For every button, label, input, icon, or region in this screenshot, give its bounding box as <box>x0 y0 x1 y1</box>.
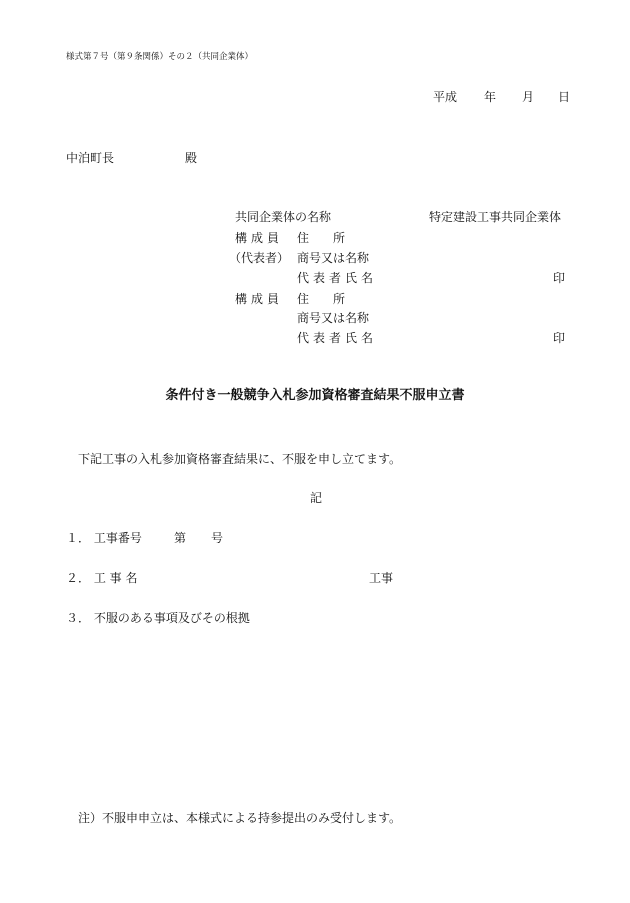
item-1-suffix: 号 <box>211 531 224 545</box>
member1-seal: 印 <box>553 271 566 285</box>
member2-trade-label: 商号又は名称 <box>297 311 370 325</box>
item-1-mid: 第 <box>174 531 187 545</box>
member1-address-label: 住 所 <box>297 231 346 245</box>
member2-seal: 印 <box>553 331 566 345</box>
item-2-number: ２． <box>66 571 91 585</box>
item-2 <box>66 571 137 585</box>
jv-label: 共同企業体の名称 <box>235 210 332 224</box>
member2-address-label: 住 所 <box>297 292 346 306</box>
member1-trade-label: 商号又は名称 <box>297 251 370 265</box>
date-line <box>433 90 571 104</box>
item-2-label: 工 事 名 <box>93 571 138 585</box>
form-id: 様式第７号（第９条関係）その２（共同企業体） <box>66 52 254 62</box>
item-1-number: １． <box>66 531 91 545</box>
ki-mark: 記 <box>310 491 323 505</box>
item-3-label: 不服のある事項及びその根拠 <box>93 611 250 625</box>
footer-note: 注）不服申申立は、本様式による持参提出のみ受付します。 <box>78 811 402 825</box>
item-1 <box>66 531 142 545</box>
body-text: 下記工事の入札参加資格審査結果に、不服を申し立てます。 <box>78 452 402 466</box>
date-year: 年 <box>484 90 497 104</box>
member2-role: 構成員 <box>235 292 284 306</box>
jv-name: 特定建設工事共同企業体 <box>429 210 562 224</box>
member2-rep-label: 代表者氏名 <box>297 331 378 345</box>
document-title: 条件付き一般競争入札参加資格審査結果不服申立書 <box>165 388 465 403</box>
addressee-name: 中泊町長 <box>66 151 115 165</box>
date-era: 平成 <box>433 90 458 104</box>
member1-role: 構成員 <box>235 231 284 245</box>
item-2-suffix: 工事 <box>369 571 394 585</box>
item-3 <box>66 611 250 625</box>
member1-rep-label: 代表者氏名 <box>297 271 378 285</box>
date-day: 日 <box>558 90 571 104</box>
item-1-label: 工事番号 <box>93 531 142 545</box>
item-3-number: ３． <box>66 611 91 625</box>
member1-rep-note: （代表者） <box>229 251 290 265</box>
date-month: 月 <box>522 90 535 104</box>
addressee-honorific: 殿 <box>185 151 198 165</box>
